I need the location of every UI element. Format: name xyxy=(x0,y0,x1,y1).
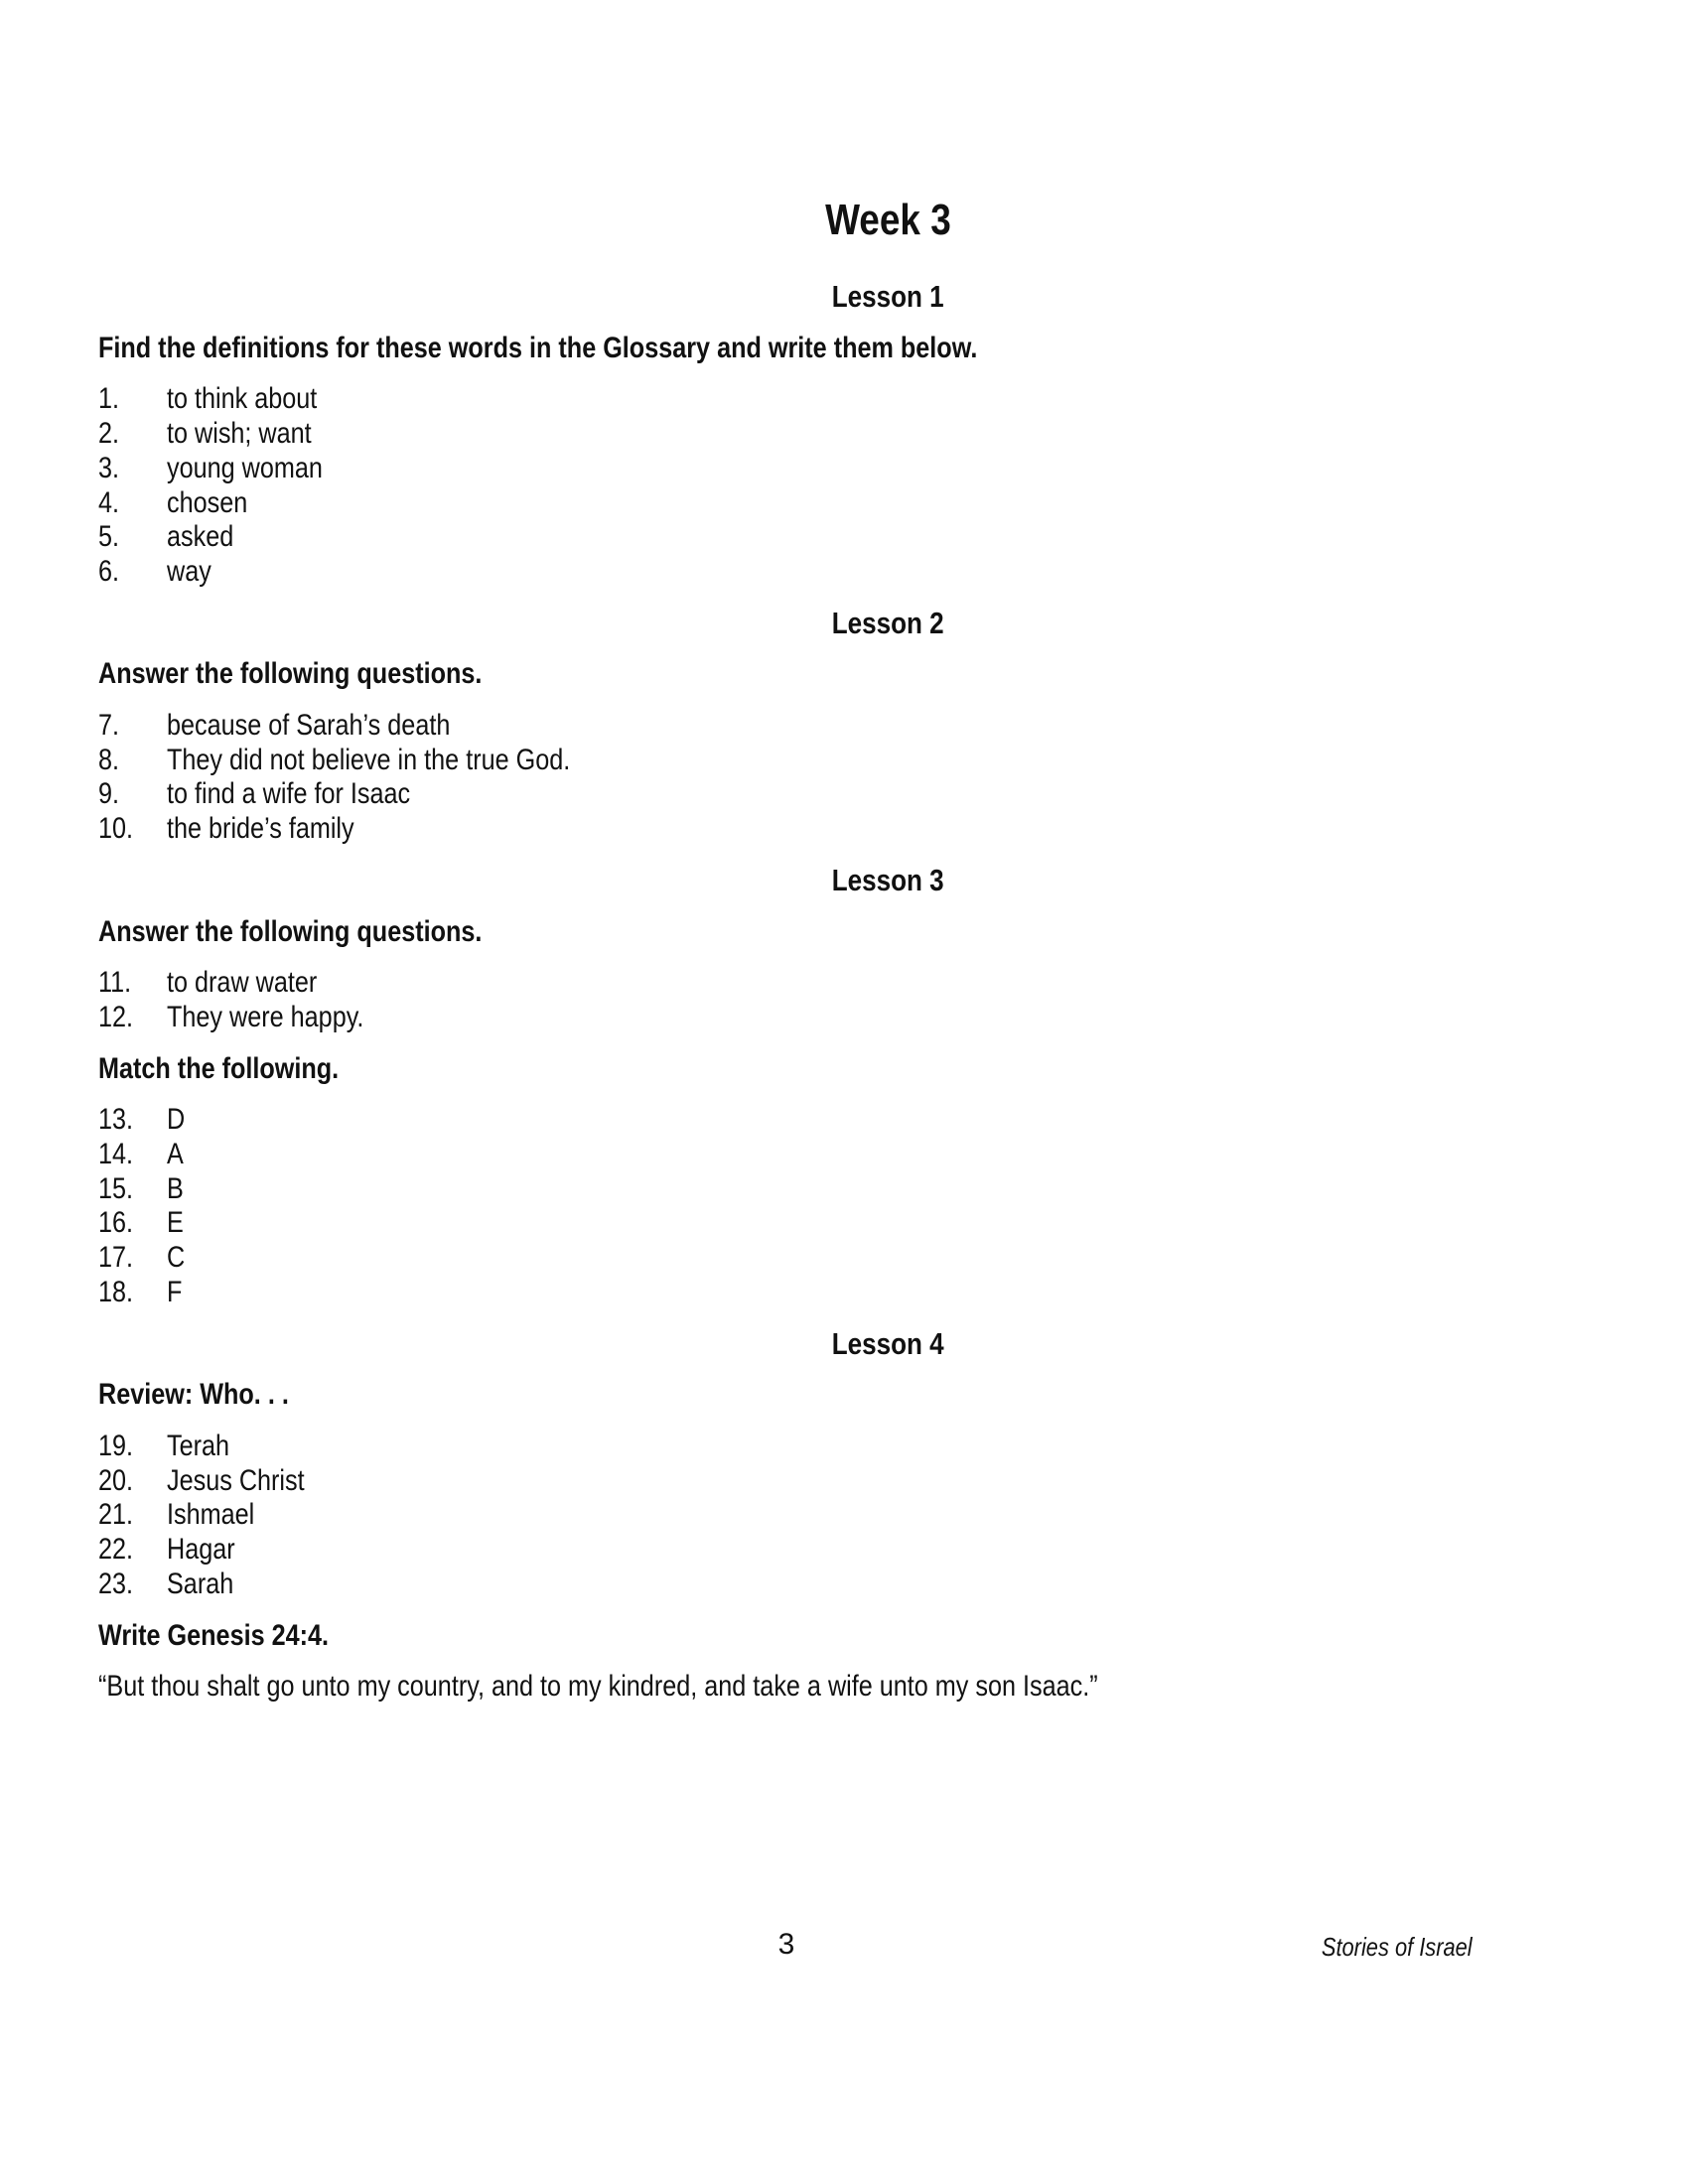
item-answer: to draw water xyxy=(167,966,318,1000)
item-number: 5. xyxy=(98,520,120,554)
item-number: 20. xyxy=(98,1463,134,1497)
item-answer: the bride’s family xyxy=(167,812,354,846)
answer-item xyxy=(98,1498,1478,1533)
answer-item xyxy=(98,520,1478,555)
answer-item xyxy=(98,1276,1478,1310)
instruction-text: Review: Who. . . xyxy=(98,1378,289,1412)
lesson-heading xyxy=(98,280,1478,315)
answer-item xyxy=(98,1430,1478,1464)
item-number: 19. xyxy=(98,1429,134,1462)
item-number: 6. xyxy=(98,554,120,588)
instruction-text: Write Genesis 24:4. xyxy=(98,1618,330,1652)
answer-item xyxy=(98,382,1478,417)
item-answer: Ishmael xyxy=(167,1498,255,1532)
lesson-heading xyxy=(98,864,1478,898)
item-answer: E xyxy=(167,1206,184,1240)
item-answer: to think about xyxy=(167,382,318,416)
item-answer: A xyxy=(167,1138,184,1171)
item-answer: chosen xyxy=(167,485,248,519)
answer-item xyxy=(98,555,1478,590)
item-answer: young woman xyxy=(167,451,323,484)
page-title xyxy=(98,196,1478,245)
lesson-heading xyxy=(98,607,1478,641)
instruction xyxy=(98,915,1478,950)
answer-item xyxy=(98,1568,1478,1602)
lesson-heading-text: Lesson 4 xyxy=(831,1325,944,1361)
item-answer: F xyxy=(167,1275,183,1308)
answer-item xyxy=(98,486,1478,521)
lesson-heading-text: Lesson 3 xyxy=(831,862,944,897)
item-number: 14. xyxy=(98,1138,134,1171)
item-answer: way xyxy=(167,554,211,588)
item-number: 9. xyxy=(98,777,120,811)
answer-item xyxy=(98,1241,1478,1276)
item-answer: asked xyxy=(167,520,234,554)
instruction xyxy=(98,1619,1478,1654)
item-number: 11. xyxy=(98,966,132,1000)
answer-item xyxy=(98,417,1478,452)
item-answer: They were happy. xyxy=(167,1000,364,1033)
item-answer: B xyxy=(167,1171,184,1205)
book-title-text: Stories of Israel xyxy=(1322,1932,1473,1962)
instruction-text: Answer the following questions. xyxy=(98,657,483,691)
answer-item xyxy=(98,1001,1478,1035)
instruction-text: Match the following. xyxy=(98,1051,340,1085)
answer-item xyxy=(98,709,1478,744)
item-number: 2. xyxy=(98,417,120,451)
answer-item xyxy=(98,1103,1478,1138)
item-answer: Hagar xyxy=(167,1533,235,1567)
instruction-text: Answer the following questions. xyxy=(98,914,483,948)
page-number: 3 xyxy=(777,1928,795,1961)
item-number: 16. xyxy=(98,1206,134,1240)
item-number: 8. xyxy=(98,743,120,776)
answer-item xyxy=(98,812,1478,847)
item-answer: to wish; want xyxy=(167,417,312,451)
page-title-text: Week 3 xyxy=(824,196,951,244)
book-title xyxy=(1293,1932,1473,1963)
item-number: 1. xyxy=(98,382,120,416)
item-number: 7. xyxy=(98,709,120,743)
answer-item xyxy=(98,1138,1478,1172)
scripture-quote xyxy=(98,1670,1478,1705)
item-answer: Jesus Christ xyxy=(167,1463,305,1497)
answer-item xyxy=(98,1464,1478,1499)
answer-item xyxy=(98,744,1478,778)
item-number: 23. xyxy=(98,1567,134,1600)
item-number: 12. xyxy=(98,1000,134,1033)
answer-item xyxy=(98,1533,1478,1568)
lesson-heading-text: Lesson 2 xyxy=(831,605,944,640)
item-number: 10. xyxy=(98,812,134,846)
item-answer: Terah xyxy=(167,1429,230,1462)
item-number: 18. xyxy=(98,1275,134,1308)
item-number: 21. xyxy=(98,1498,134,1532)
item-answer: Sarah xyxy=(167,1567,234,1600)
scripture-quote-text: “But thou shalt go unto my country, and to my kindred, and take a wife unto my son Isaac.” xyxy=(98,1670,1098,1704)
item-number: 3. xyxy=(98,451,120,484)
sections xyxy=(98,280,1478,1705)
item-answer: D xyxy=(167,1103,186,1137)
item-answer: C xyxy=(167,1241,186,1275)
answer-item xyxy=(98,1206,1478,1241)
answer-item xyxy=(98,966,1478,1001)
answer-item xyxy=(98,452,1478,486)
item-answer: because of Sarah’s death xyxy=(167,709,451,743)
answer-item xyxy=(98,777,1478,812)
lesson-heading xyxy=(98,1327,1478,1362)
instruction-text: Find the definitions for these words in the Glossary and write them below. xyxy=(98,331,978,364)
answer-key-page xyxy=(98,196,1478,1721)
item-number: 13. xyxy=(98,1103,134,1137)
answer-item xyxy=(98,1172,1478,1207)
instruction xyxy=(98,1052,1478,1087)
instruction xyxy=(98,1378,1478,1413)
item-number: 15. xyxy=(98,1171,134,1205)
item-number: 22. xyxy=(98,1533,134,1567)
instruction xyxy=(98,657,1478,692)
item-answer: to find a wife for Isaac xyxy=(167,777,411,811)
item-number: 4. xyxy=(98,485,120,519)
lesson-heading-text: Lesson 1 xyxy=(831,279,944,314)
item-number: 17. xyxy=(98,1241,134,1275)
item-answer: They did not believe in the true God. xyxy=(167,743,571,776)
instruction xyxy=(98,332,1478,366)
